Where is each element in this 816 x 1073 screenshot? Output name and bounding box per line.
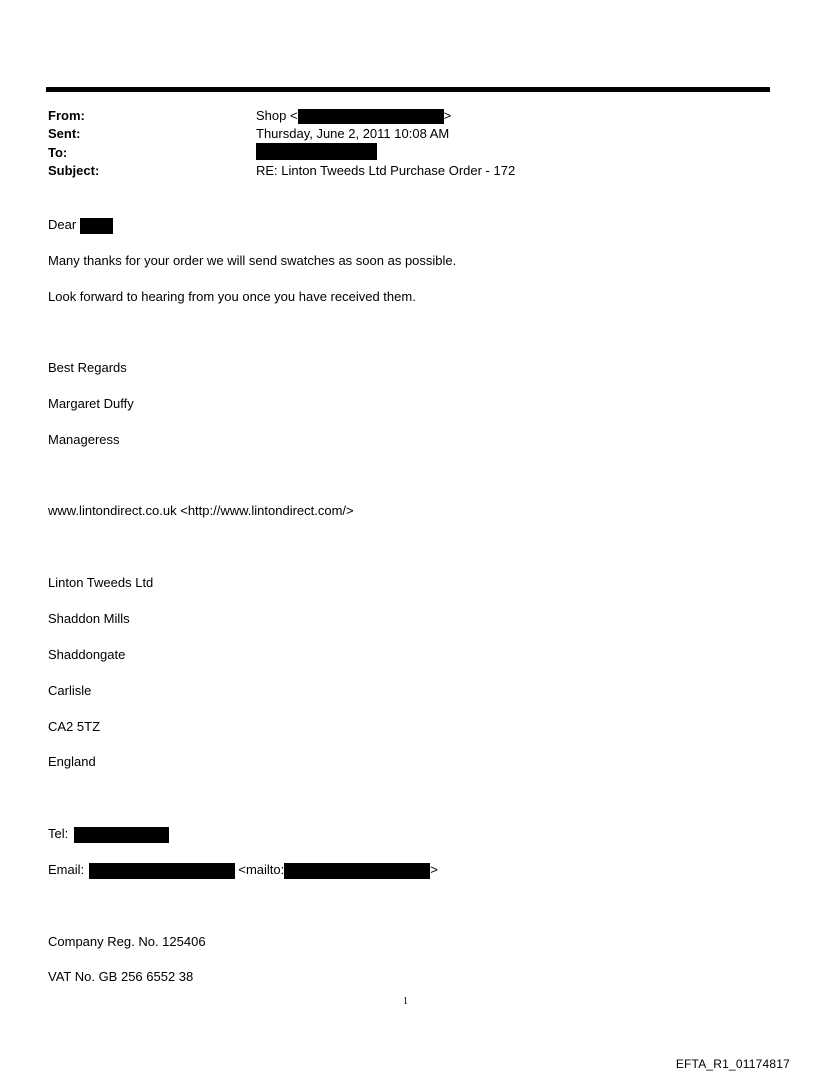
signer-name: Margaret Duffy bbox=[48, 396, 134, 411]
from-prefix: Shop < bbox=[256, 108, 298, 123]
address-line: Shaddongate bbox=[48, 647, 126, 662]
address-line: CA2 5TZ bbox=[48, 719, 101, 734]
redaction-bar bbox=[74, 827, 169, 843]
redaction-bar bbox=[89, 863, 235, 879]
sent-label: Sent: bbox=[48, 126, 81, 141]
tel-line bbox=[48, 826, 169, 843]
redaction-bar bbox=[80, 218, 113, 234]
vat-number: VAT No. GB 256 6552 38 bbox=[48, 969, 194, 984]
greeting: Dear bbox=[48, 217, 77, 232]
address-line: Shaddon Mills bbox=[48, 611, 130, 626]
email-label: Email: bbox=[48, 862, 85, 877]
address-line: Linton Tweeds Ltd bbox=[48, 575, 154, 590]
greeting-line bbox=[48, 217, 113, 234]
to-label: To: bbox=[48, 145, 68, 160]
body-line-1: Many thanks for your order we will send swatches as soon as possible. bbox=[48, 253, 457, 268]
redaction-bar bbox=[256, 143, 377, 160]
address-line: Carlisle bbox=[48, 683, 92, 698]
email-line bbox=[48, 862, 438, 879]
page-number: 1 bbox=[403, 996, 408, 1007]
mailto-prefix: <mailto: bbox=[238, 862, 285, 877]
from-suffix: > bbox=[443, 108, 452, 123]
body-line-2: Look forward to hearing from you once you have received them. bbox=[48, 289, 416, 304]
subject-label: Subject: bbox=[48, 163, 100, 178]
from-label: From: bbox=[48, 108, 85, 123]
website-link[interactable]: www.lintondirect.co.uk <http://www.lintondirect.com/> bbox=[48, 503, 354, 518]
signer-title: Manageress bbox=[48, 432, 120, 447]
sent-value: Thursday, June 2, 2011 10:08 AM bbox=[256, 126, 450, 141]
closing: Best Regards bbox=[48, 360, 127, 375]
redaction-bar bbox=[298, 109, 444, 124]
tel-label: Tel: bbox=[48, 826, 69, 841]
header-rule bbox=[46, 87, 770, 92]
company-reg: Company Reg. No. 125406 bbox=[48, 934, 206, 949]
mailto-suffix: > bbox=[430, 862, 438, 877]
to-value bbox=[256, 143, 377, 160]
document-id: EFTA_R1_01174817 bbox=[675, 1057, 790, 1071]
redaction-bar bbox=[284, 863, 430, 879]
subject-value: RE: Linton Tweeds Ltd Purchase Order - 172 bbox=[256, 163, 516, 178]
address-line: England bbox=[48, 754, 96, 769]
from-value bbox=[256, 108, 451, 124]
